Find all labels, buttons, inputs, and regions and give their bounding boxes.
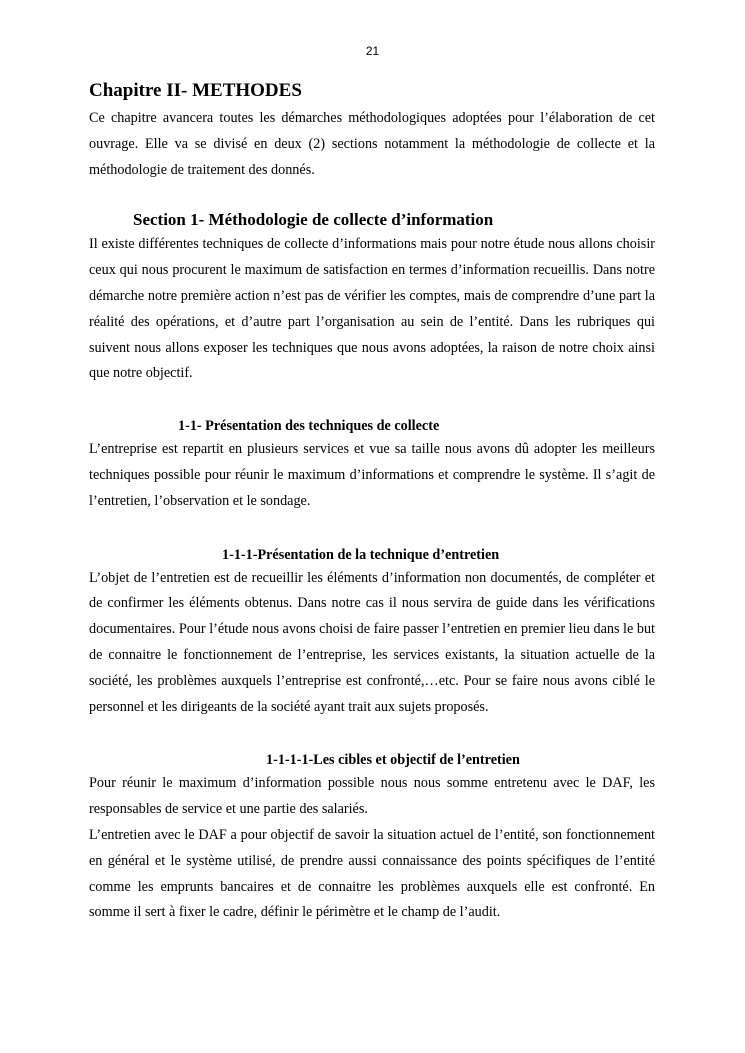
subsection-1-1-1-1-title: 1-1-1-1-Les cibles et objectif de l’entretien — [266, 752, 520, 769]
subsection-1-1-1-title: 1-1-1-Présentation de la technique d’entretien — [222, 546, 500, 563]
section-1-title: Section 1- Méthodologie de collecte d’information — [133, 210, 494, 230]
subsection-1-1-1-1-paragraph-2: L’entretien avec le DAF a pour objectif de savoir la situation actuel de l’entité, son fonctionnement en général et le système utilisé, de prendre aussi connaissance des points spécifiques de l’entité comme les emprunts bancaires et de connaitre les problèmes auxquels elle est confronté. En somme il sert à fixer le cadre, définir le périmètre et le champ de l’audit. — [89, 826, 655, 921]
subsection-1-1-1-paragraph: L’objet de l’entretien est de recueillir les éléments d’information non documentés, de compléter et de confirmer les éléments obtenus. Dans notre cas il nous servira de guide dans les vérifications documentaires. Pour l’étude nous avons choisi de faire passer l’entretien en premier lieu dans le but de connaitre le fonctionnement de l’entreprise, les services existants, la situation actuelle de la société, les problèmes auxquels l’entreprise est confronté,…etc. Pour se faire nous avons ciblé le personnel et les dirigeants de la société ayant trait aux sujets proposés. — [89, 569, 655, 715]
page-number: 21 — [365, 44, 380, 58]
subsection-1-1-paragraph: L’entreprise est repartit en plusieurs services et vue sa taille nous avons dû adopter les meilleurs techniques possible pour réunir le maximum d’informations et comprendre le système. Il s’agit de l’entretien, l’observation et le sondage. — [89, 441, 655, 509]
section-1-paragraph: Il existe différentes techniques de collecte d’informations mais pour notre étude nous allons choisir ceux qui nous procurent le maximum de satisfaction en termes d’information recueillis. Dans notre démarche notre première action n’est pas de vérifier les comptes, mais de comprendre d’une part la réalité des opérations, et d’autre part l’organisation au sein de l’entité. Dans les rubriques qui suivent nous allons exposer les techniques que nous avons adoptées, la raison de notre choix ainsi que notre objectif. — [89, 236, 655, 382]
document-body — [89, 78, 655, 926]
chapter-intro-paragraph: Ce chapitre avancera toutes les démarches méthodologiques adoptées pour l’élaboration de cet ouvrage. Elle va se divisé en deux (2) sections notamment la méthodologie de collecte et la méthodologie de traitement des donnés. — [89, 110, 655, 178]
subsection-1-1-1-1-paragraph-1: Pour réunir le maximum d’information possible nous nous somme entretenu avec le DAF, les responsables de service et une partie des salariés. — [89, 775, 655, 818]
chapter-title: Chapitre II- METHODES — [89, 80, 302, 101]
subsection-1-1-title: 1-1- Présentation des techniques de collecte — [178, 418, 440, 435]
